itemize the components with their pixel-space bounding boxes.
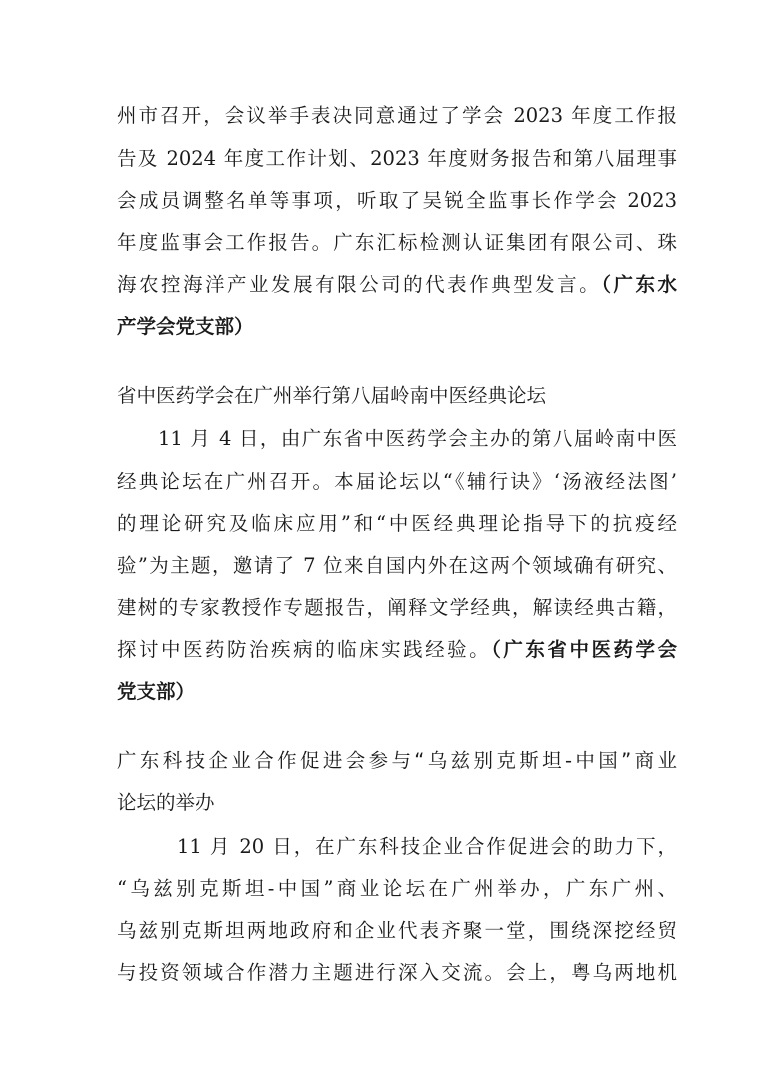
- paragraph-line: 与投资领域合作潜力主题进行深入交流。会上，粤乌两地机: [117, 961, 677, 984]
- section-heading: 论坛的举办: [117, 791, 215, 814]
- paragraph-line: 年度监事会工作报告。广东汇标检测认证集团有限公司、珠: [117, 231, 677, 254]
- paragraph-line: 州市召开，会议举手表决同意通过了学会 2023 年度工作报: [117, 104, 677, 127]
- paragraph-line: [117, 273, 677, 297]
- paragraph-line: [117, 638, 677, 662]
- paragraph-line: 11 月 20 日，在广东科技企业合作促进会的助力下，: [177, 835, 677, 858]
- paragraph-line: 经典论坛在广州召开。本届论坛以“《辅行诀》‘汤液经法图’: [117, 470, 677, 493]
- paragraph-line: 11 月 4 日，由广东省中医药学会主办的第八届岭南中医: [158, 427, 677, 450]
- paragraph-line: 会成员调整名单等事项，听取了吴锐全监事长作学会 2023: [117, 189, 677, 212]
- paragraph-line: 建树的专家教授作专题报告，阐释文学经典，解读经典古籍，: [117, 596, 677, 619]
- paragraph-line: 乌兹别克斯坦两地政府和企业代表齐聚一堂，围绕深挖经贸: [117, 919, 677, 942]
- source-attribution: （广东省中医药学会: [491, 638, 677, 661]
- paragraph-text: 海农控海洋产业发展有限公司的代表作典型发言。: [117, 273, 602, 296]
- source-attribution: （广东水: [601, 273, 677, 296]
- paragraph-line: 验”为主题，邀请了 7 位来自国内外在这两个领域确有研究、: [117, 554, 677, 577]
- paragraph-line: 告及 2024 年度工作计划、2023 年度财务报告和第八届理事: [117, 147, 677, 170]
- paragraph-text: 探讨中医药防治疾病的临床实践经验。: [117, 638, 492, 661]
- paragraph-line: 的理论研究及临床应用”和“中医经典理论指导下的抗疫经: [117, 512, 677, 535]
- section-heading: 省中医药学会在广州举行第八届岭南中医经典论坛: [117, 384, 547, 407]
- source-attribution: 产学会党支部）: [117, 315, 254, 338]
- paragraph-line: “乌兹别克斯坦-中国”商业论坛在广州举办，广东广州、: [117, 877, 677, 900]
- section-heading: 广东科技企业合作促进会参与“乌兹别克斯坦-中国”商业: [117, 749, 677, 772]
- source-attribution: 党支部）: [117, 680, 196, 703]
